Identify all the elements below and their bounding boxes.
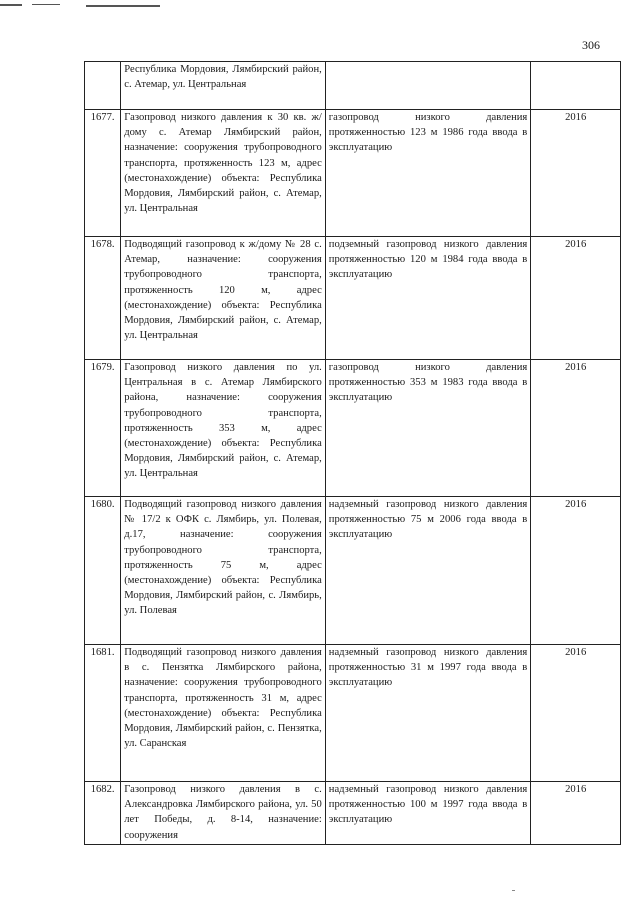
row-number: 1682. bbox=[85, 782, 121, 845]
row-number: 1678. bbox=[85, 237, 121, 360]
year-cell: 2016 bbox=[531, 110, 621, 237]
object-description: Газопровод низкого давления по ул. Центральная в с. Атемар Лямбирского района, назначение: сооружения трубопроводного транспорта, протяженность 353 м, адрес (местонахождение) объекта: Республика Мордовия, Лямбирский район, с. Атемар, ул. Центральная bbox=[121, 360, 326, 497]
registry-table bbox=[84, 61, 621, 845]
row-number: 1681. bbox=[85, 645, 121, 782]
object-details: газопровод низкого давления протяженностью 123 м 1986 года ввода в эксплуатацию bbox=[325, 110, 531, 237]
year-cell: 2016 bbox=[531, 782, 621, 845]
table-row bbox=[85, 62, 621, 110]
year-cell: 2016 bbox=[531, 497, 621, 645]
year-cell: 2016 bbox=[531, 360, 621, 497]
scan-artifact bbox=[0, 4, 22, 6]
object-details: подземный газопровод низкого давления протяженностью 120 м 1984 года ввода в эксплуатацию bbox=[325, 237, 531, 360]
object-description: Газопровод низкого давления в с. Александровка Лямбирского района, ул. 50 лет Победы, д. 8-14, назначение: сооружения bbox=[121, 782, 326, 845]
row-number: 1679. bbox=[85, 360, 121, 497]
object-description: Газопровод низкого давления к 30 кв. ж/дому с. Атемар Лямбирский район, назначение: сооружения трубопроводного транспорта, протяженность 123 м, адрес (местонахождение) объекта: Республика Мордовия, Лямбирский район, с. Атемар, ул. Центральная bbox=[121, 110, 326, 237]
object-details: газопровод низкого давления протяженностью 353 м 1983 года ввода в эксплуатацию bbox=[325, 360, 531, 497]
year-cell bbox=[531, 62, 621, 110]
table-row bbox=[85, 237, 621, 360]
page-number: 306 bbox=[582, 38, 600, 52]
scan-artifact bbox=[32, 4, 60, 5]
object-description: Республика Мордовия, Лямбирский район, с. Атемар, ул. Центральная bbox=[121, 62, 326, 110]
object-details bbox=[325, 62, 531, 110]
table-row bbox=[85, 645, 621, 782]
row-number: 1680. bbox=[85, 497, 121, 645]
row-number: 1677. bbox=[85, 110, 121, 237]
table-row bbox=[85, 782, 621, 845]
year-cell: 2016 bbox=[531, 645, 621, 782]
table-row bbox=[85, 360, 621, 497]
year-cell: 2016 bbox=[531, 237, 621, 360]
table-row bbox=[85, 497, 621, 645]
object-description: Подводящий газопровод к ж/дому № 28 с. Атемар, назначение: сооружения трубопроводного транспорта, протяженность 120 м, адрес (местонахождение) объекта: Республика Мордовия, Лямбирский район, с. Атемар, ул. Центральная bbox=[121, 237, 326, 360]
row-number bbox=[85, 62, 121, 110]
object-description: Подводящий газопровод низкого давления в с. Пензятка Лямбирского района, назначение: сооружения трубопроводного транспорта, протяженность 31 м, адрес (местонахождение) объекта: Республика Мордовия, Лямбирский район, с. Пензятка, ул. Саранская bbox=[121, 645, 326, 782]
scan-artifact bbox=[512, 890, 515, 891]
object-description: Подводящий газопровод низкого давления № 17/2 к ОФК с. Лямбирь, ул. Полевая, д.17, назначение: сооружения трубопроводного транспорта, протяженность 75 м, адрес (местонахождение) объекта: Республика Мордовия, Лямбирский район, с. Лямбирь, ул. Полевая bbox=[121, 497, 326, 645]
scan-artifact bbox=[86, 5, 160, 7]
object-details: надземный газопровод низкого давления протяженностью 31 м 1997 года ввода в эксплуатацию bbox=[325, 645, 531, 782]
object-details: надземный газопровод низкого давления протяженностью 100 м 1997 года ввода в эксплуатацию bbox=[325, 782, 531, 845]
object-details: надземный газопровод низкого давления протяженностью 75 м 2006 года ввода в эксплуатацию bbox=[325, 497, 531, 645]
table-row bbox=[85, 110, 621, 237]
